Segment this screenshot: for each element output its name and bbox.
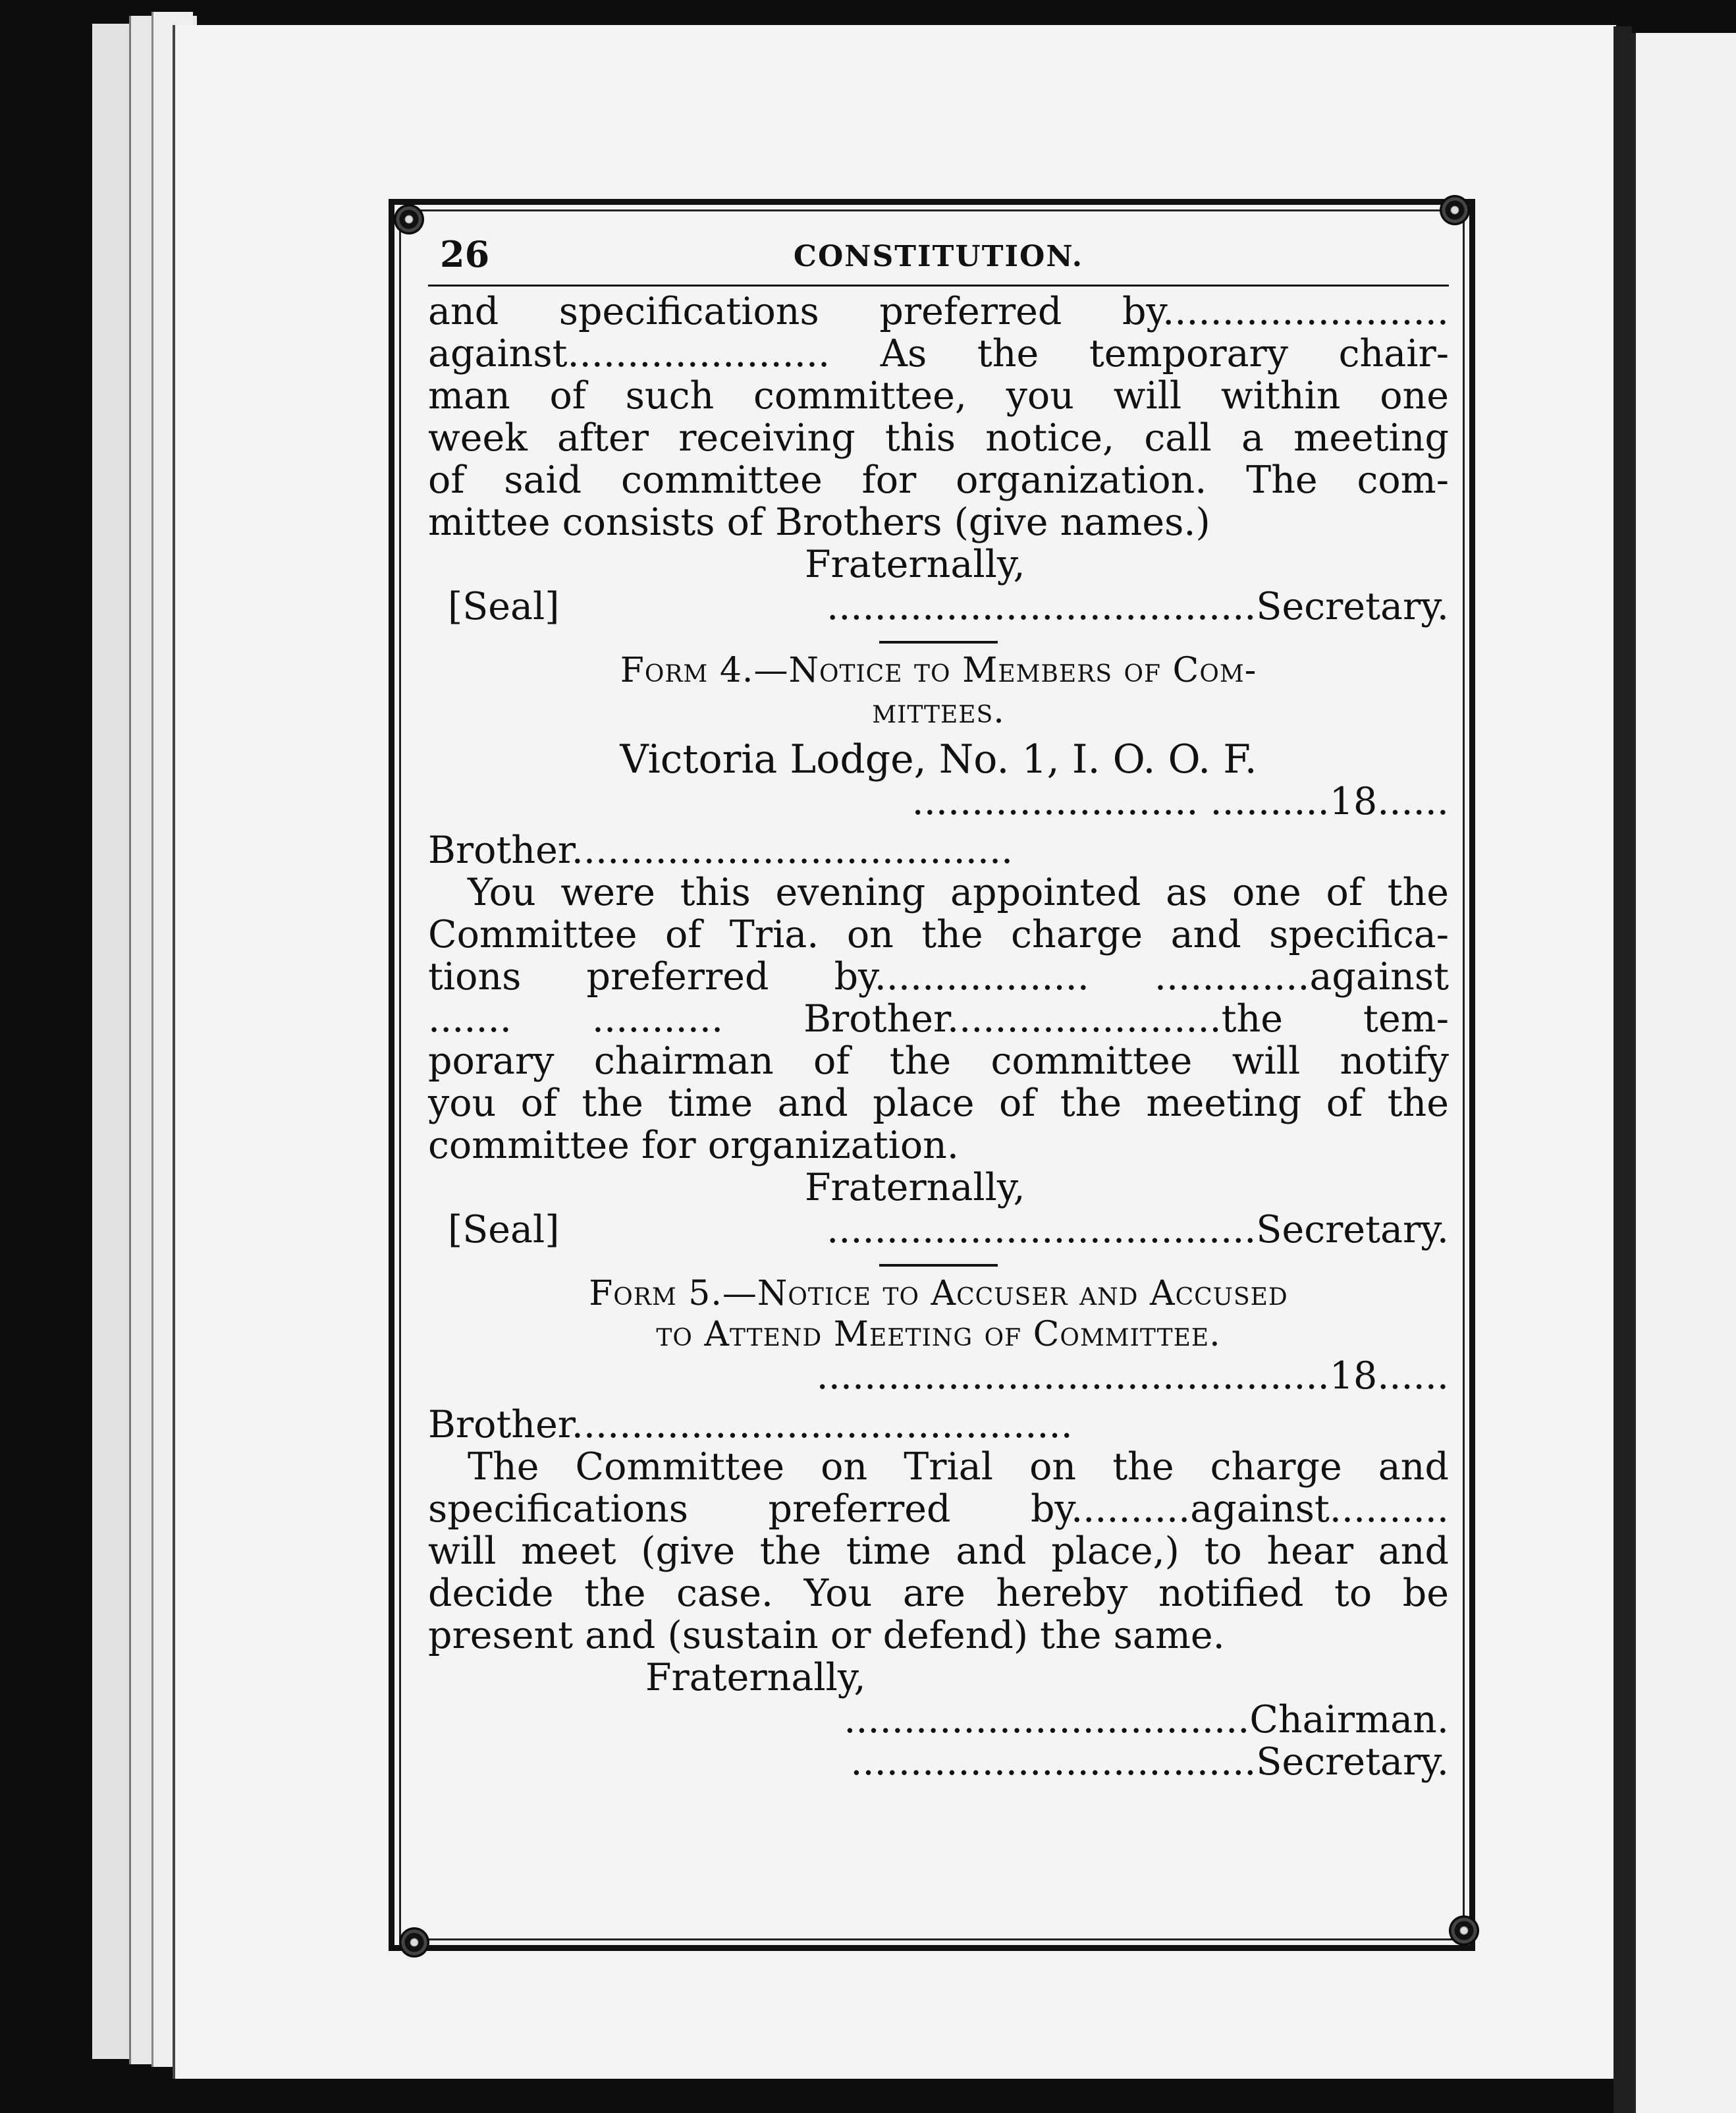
form4-heading [428,650,1449,732]
page-header [428,224,1449,287]
text-line: You were this evening appointed as one of the [468,871,1449,914]
form5 [428,1273,1449,1783]
section-divider [879,641,998,644]
text-line: man of such committee, you will within one [428,374,1449,418]
form4-heading-line: Form 4.—Notice to Members of Com- [620,651,1257,690]
secretary-signature-line: ....................................Secretary. [827,1208,1449,1251]
text-line: committee for organization. [428,1124,960,1167]
signature-row [428,1209,1449,1251]
book-gutter [1614,26,1632,2113]
salutation: Brother..................................... [428,829,1014,872]
text-line: Committee of Tria. on the charge and specifica- [428,913,1449,956]
secretary-signature-line: ..................................Secretary. [850,1740,1449,1784]
corner-rivet-icon [394,204,424,234]
page-number: 26 [440,233,490,275]
corner-rivet-icon [1440,195,1470,225]
text-line: porary chairman of the committee will notify [428,1039,1449,1083]
text-line: ....... ........... Brother.......................the tem- [428,997,1449,1041]
text-line: and specifications preferred by........................ [428,290,1449,333]
corner-rivet-icon [399,1927,429,1958]
closing-fraternally: Fraternally, [805,1166,1025,1209]
running-title: CONSTITUTION. [793,240,1084,273]
form5-heading-line: Form 5.—Notice to Accuser and Accused [589,1274,1288,1313]
text-line: you of the time and place of the meeting of the [428,1082,1449,1125]
text-line: of said committee for organization. The com- [428,458,1449,502]
text-line: specifications preferred by..........against.......... [428,1487,1449,1531]
text-line: mittee consists of Brothers (give names.) [428,501,1210,544]
form5-heading-line: to Attend Meeting of Committee. [656,1315,1221,1354]
date-line: ........................ ..........18...... [911,780,1449,823]
text-line: tions preferred by.................. .............against [428,955,1449,999]
text-line: decide the case. You are hereby notified to be [428,1572,1449,1615]
text-line: week after receiving this notice, call a meeting [428,416,1449,460]
text-line: present and (sustain or defend) the same. [428,1614,1225,1657]
chairman-signature-line: ..................................Chairman. [844,1698,1449,1742]
date-line: ...........................................18...... [816,1354,1449,1398]
seal-label: [Seal] [448,1208,560,1251]
signature-row [428,586,1449,628]
facing-page-edge [1632,33,1736,2113]
form4 [428,650,1449,1251]
form3-body [428,290,1449,628]
text-line: The Committee on Trial on the charge and [468,1445,1449,1489]
text-line: against...................... As the temporary chair- [428,332,1449,375]
section-divider [879,1264,998,1267]
text-line: will meet (give the time and place,) to hear and [428,1529,1449,1573]
corner-rivet-icon [1449,1915,1479,1946]
salutation: Brother.......................................... [428,1403,1073,1446]
closing-fraternally: Fraternally, [805,543,1025,586]
secretary-signature-line: ....................................Secretary. [827,585,1449,628]
seal-label: [Seal] [448,585,560,628]
page-text-block [428,224,1449,1917]
form5-heading [428,1273,1449,1355]
lodge-name: Victoria Lodge, No. 1, I. O. O. F. [620,736,1257,782]
closing-fraternally: Fraternally, [645,1656,866,1699]
form4-heading-line: mittees. [872,692,1005,731]
